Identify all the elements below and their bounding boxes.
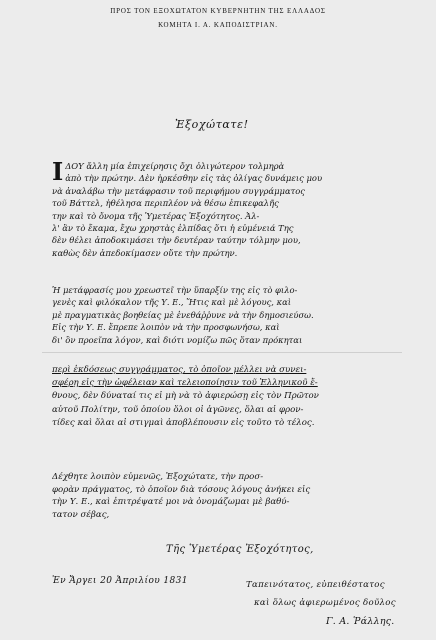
paragraph-3-line: αὐτοῦ Πολίτην, τοῦ ὁποίου ὅλοι οἱ ἀγῶνες, ὅλαι αἱ φρον- (52, 404, 304, 415)
paragraph-1 (52, 157, 390, 259)
page-fold-line (42, 352, 402, 353)
paragraph-4-line: τὴν Υ. Ε., καὶ ἐπιτρέψατέ μοι νὰ ὀνομάζωμαι μὲ βαθύ- (52, 497, 290, 508)
signature-line-2: καὶ ὅλως ἀφιερωμένος δοῦλος (254, 598, 396, 608)
header-line-1: ΠΡΟΣ ΤΟΝ ΕΞΟΧΩΤΑΤΟΝ ΚΥΒΕΡΝΗΤΗΝ ΤΗΣ ΕΛΛΑΔΟΣ (110, 6, 326, 15)
paragraph-2-line: μὲ πραγματικὰς βοηθείας μὲ ἐνεθάῤῥυνε νὰ τὴν δημοσιεύσω. (52, 309, 314, 320)
paragraph-3-line: σφέρῃ εἰς τὴν ὠφέλειαν καὶ τελειοποίησιν τοῦ Ἑλληνικοῦ ἔ- (52, 378, 318, 389)
paragraph-1-line: καθὼς δὲν ἀπεδοκίμασεν οὔτε τὴν πρώτην. (52, 247, 238, 258)
date-line: Ἐν Ἄργει 20 Ἀπριλίου 1831 (52, 576, 188, 586)
paragraph-4-line: φορὰν πράγματος, τὸ ὁποῖον διὰ τόσους λόγους ἀνήκει εἰς (52, 484, 311, 495)
paragraph-1-line: την καὶ τὸ ὄνομα τῆς Ὑμετέρας Ἐξοχότητος. Ἀλ- (52, 210, 260, 221)
paragraph-4 (52, 471, 390, 521)
paragraph-3-line: τίδες καὶ ὅλαι αἱ στιγμαὶ ἀποβλέπουσιν εἰς τοῦτο τὸ τέλος. (52, 417, 315, 428)
paragraph-1-line: ΔΟΥ ἄλλη μία ἐπιχείρησις ὄχι ὀλιγώτερον τολμηρὰ (65, 161, 285, 171)
paragraph-1-line: δὲν θέλει ἀποδοκιμάσει τὴν δευτέραν ταύτην τόλμην μου, (52, 235, 301, 246)
paragraph-3-line: περὶ ἐκδόσεως συγγράμματος, τὸ ὁποῖον μέλλει νὰ συνει- (52, 365, 307, 375)
paragraph-4-line: τατον σέβας, (52, 509, 110, 520)
paragraph-2-line: Εἰς τὴν Υ. Ε. ἔπρεπε λοιπὸν νὰ τὴν προσφωνήσω, καὶ (52, 322, 280, 333)
paragraph-1-line: τοῦ Βάττελ, ἠθέλησα περιπλέον νὰ θέσω ἐπικεφαλῆς (52, 198, 279, 209)
paragraph-2-line: γενὲς καὶ φιλόκαλον τῆς Υ. Ε., Ἥτις καὶ μὲ λόγους, καὶ (52, 297, 292, 308)
signature-line-1: Ταπεινότατος, εὐπειθέστατος (246, 580, 385, 590)
paragraph-3 (52, 364, 390, 430)
dedication-header (30, 4, 406, 32)
paragraph-3-line: θνους, δὲν δύναταί τις εἰ μὴ νὰ τὸ ἀφιερώσῃ εἰς τὸν Πρῶτον (52, 391, 319, 402)
closing-formula: Τῆς Ὑμετέρας Ἐξοχότητος, (166, 544, 314, 555)
salutation: Ἐξοχώτατε! (175, 118, 249, 131)
paragraph-4-line: Δέχθητε λοιπὸν εὐμενῶς, Ἐξοχώτατε, τὴν προσ- (52, 472, 264, 482)
paragraph-2-line: Ἡ μετάφρασίς μου χρεωστεῖ τὴν ὕπαρξίν της εἰς τὸ φιλο- (52, 285, 298, 295)
paragraph-1-line: ἀπὸ τὴν πρώτην. Δὲν ἠρκέσθην εἰς τὰς ὀλίγας δυνάμεις μου (65, 173, 323, 184)
paragraph-2 (52, 284, 390, 346)
paragraph-2-line: δι' ὃν προεῖπα λόγον, καὶ διότι νομίζω πῶς ὅταν πρόκηται (52, 334, 303, 345)
drop-cap: Ι (52, 157, 64, 186)
paragraph-1-line: λ' ἂν τὸ ἔκαμα, ἔχω χρηστὰς ἐλπίδας ὅτι ἡ εὐμένειά Της (52, 223, 294, 234)
paragraph-1-line: νὰ ἀναλάβω τὴν μετάφρασιν τοῦ περιφήμου συγγράμματος (52, 185, 305, 196)
header-line-2: ΚΟΜΗΤΑ Ι. Α. ΚΑΠΟΔΙΣΤΡΙΑΝ. (158, 20, 278, 29)
signature-name: Γ. Α. Ῥάλλης. (326, 616, 395, 627)
